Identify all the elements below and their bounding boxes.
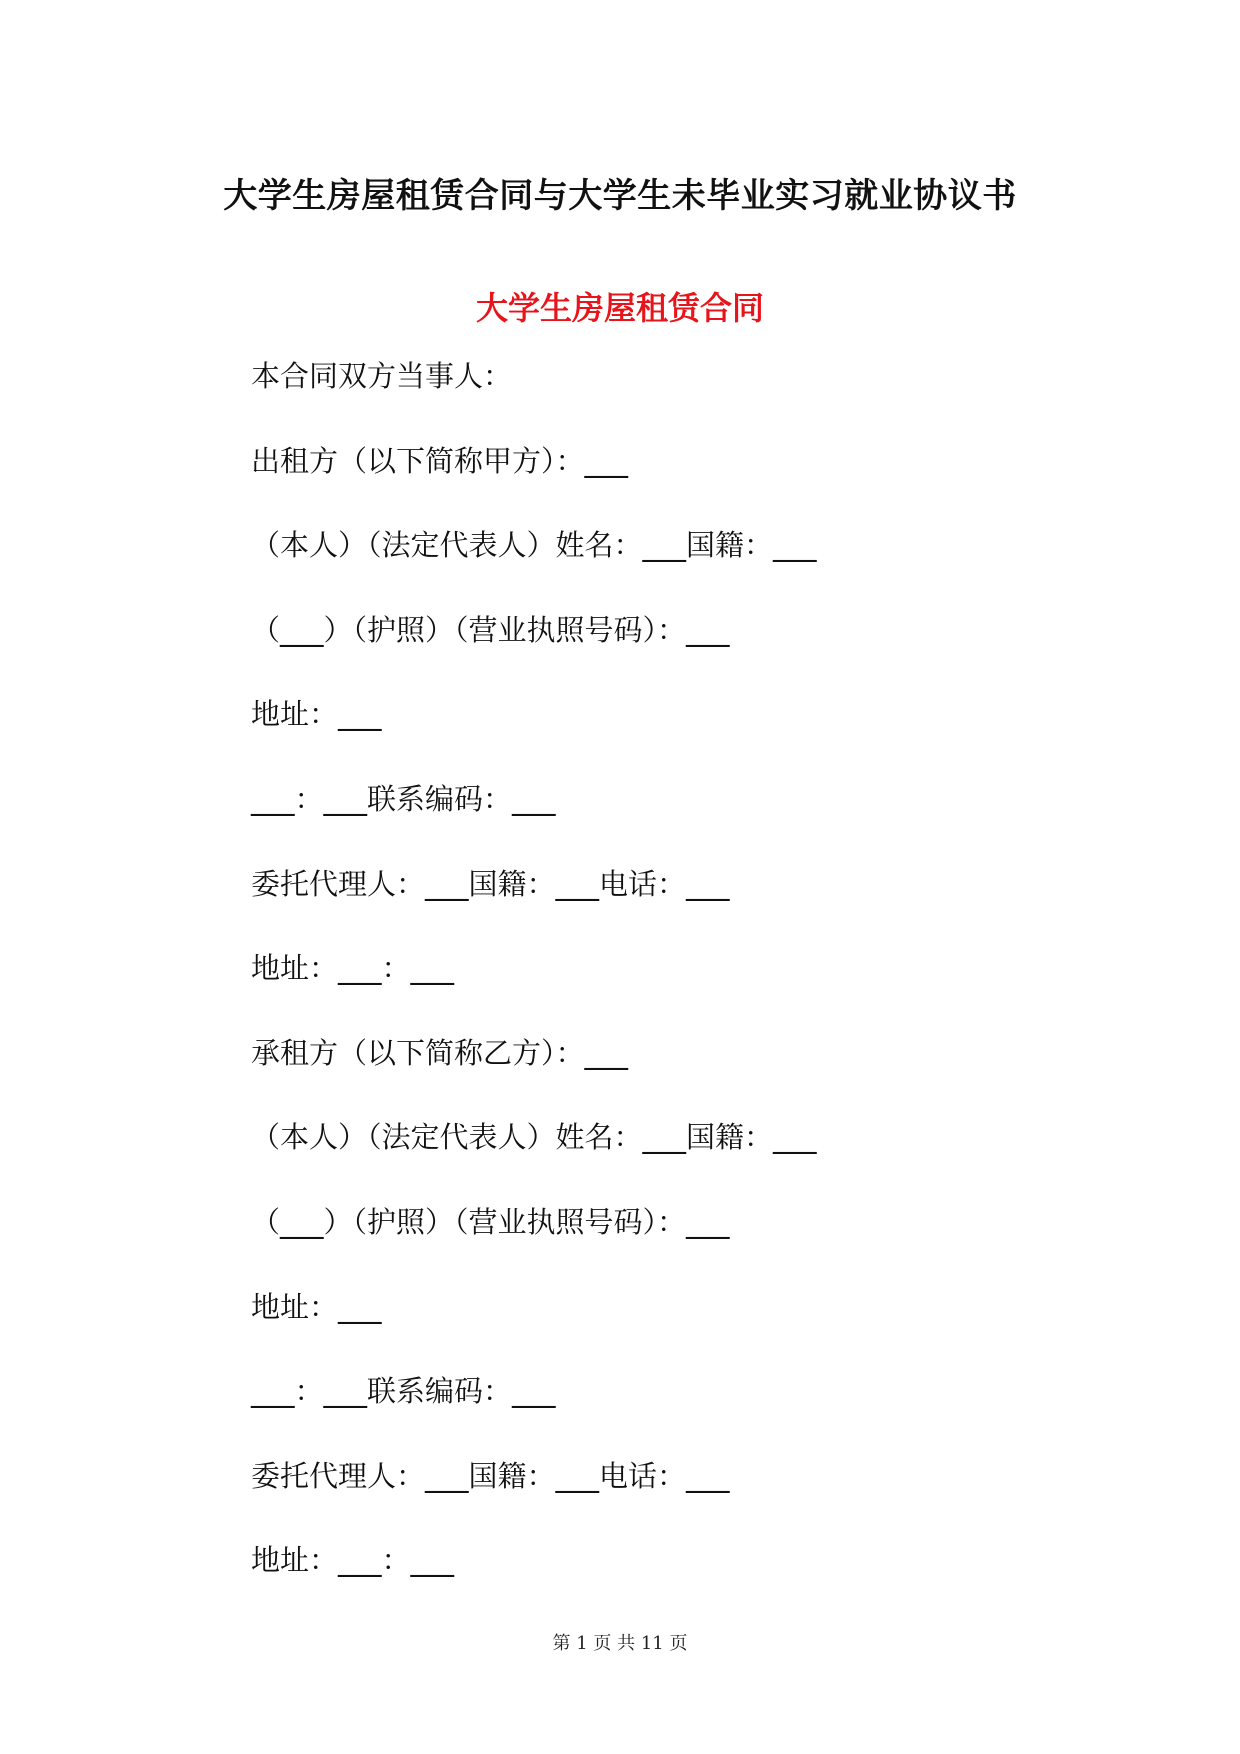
contract-line-parties-intro: 本合同双方当事人： <box>251 359 513 393</box>
document-title: 大学生房屋租赁合同与大学生未毕业实习就业协议书 <box>223 176 1017 216</box>
contract-line-lessee-id: （___）（护照）（营业执照号码）：___ <box>251 1204 730 1239</box>
contract-line-lessor-address: 地址：___ <box>251 697 382 732</box>
contract-line-lessee-agent-address: 地址：___：___ <box>251 1543 455 1578</box>
contract-line-lessor-agent-address: 地址：___：___ <box>251 951 455 986</box>
contract-line-lessor-id: （___）（护照）（营业执照号码）：___ <box>251 612 730 647</box>
contract-line-lessor-contact: ___：___联系编码：___ <box>251 781 556 816</box>
contract-line-lessee: 承租方（以下简称乙方）：___ <box>251 1035 629 1070</box>
page-footer: 第 1 页 共 11 页 <box>552 1633 688 1654</box>
contract-line-lessee-address: 地址：___ <box>251 1289 382 1324</box>
contract-body <box>251 354 1171 1623</box>
contract-line-lessee-contact: ___：___联系编码：___ <box>251 1374 556 1409</box>
contract-line-lessor-name: （本人）（法定代表人）姓名：___国籍：___ <box>251 528 817 563</box>
contract-line-lessee-name: （本人）（法定代表人）姓名：___国籍：___ <box>251 1120 817 1155</box>
section-title: 大学生房屋租赁合同 <box>475 289 764 327</box>
contract-line-lessee-agent: 委托代理人：___国籍：___电话：___ <box>251 1458 730 1493</box>
contract-line-lessor-agent: 委托代理人：___国籍：___电话：___ <box>251 866 730 901</box>
contract-line-lessor: 出租方（以下简称甲方）：___ <box>251 443 629 478</box>
